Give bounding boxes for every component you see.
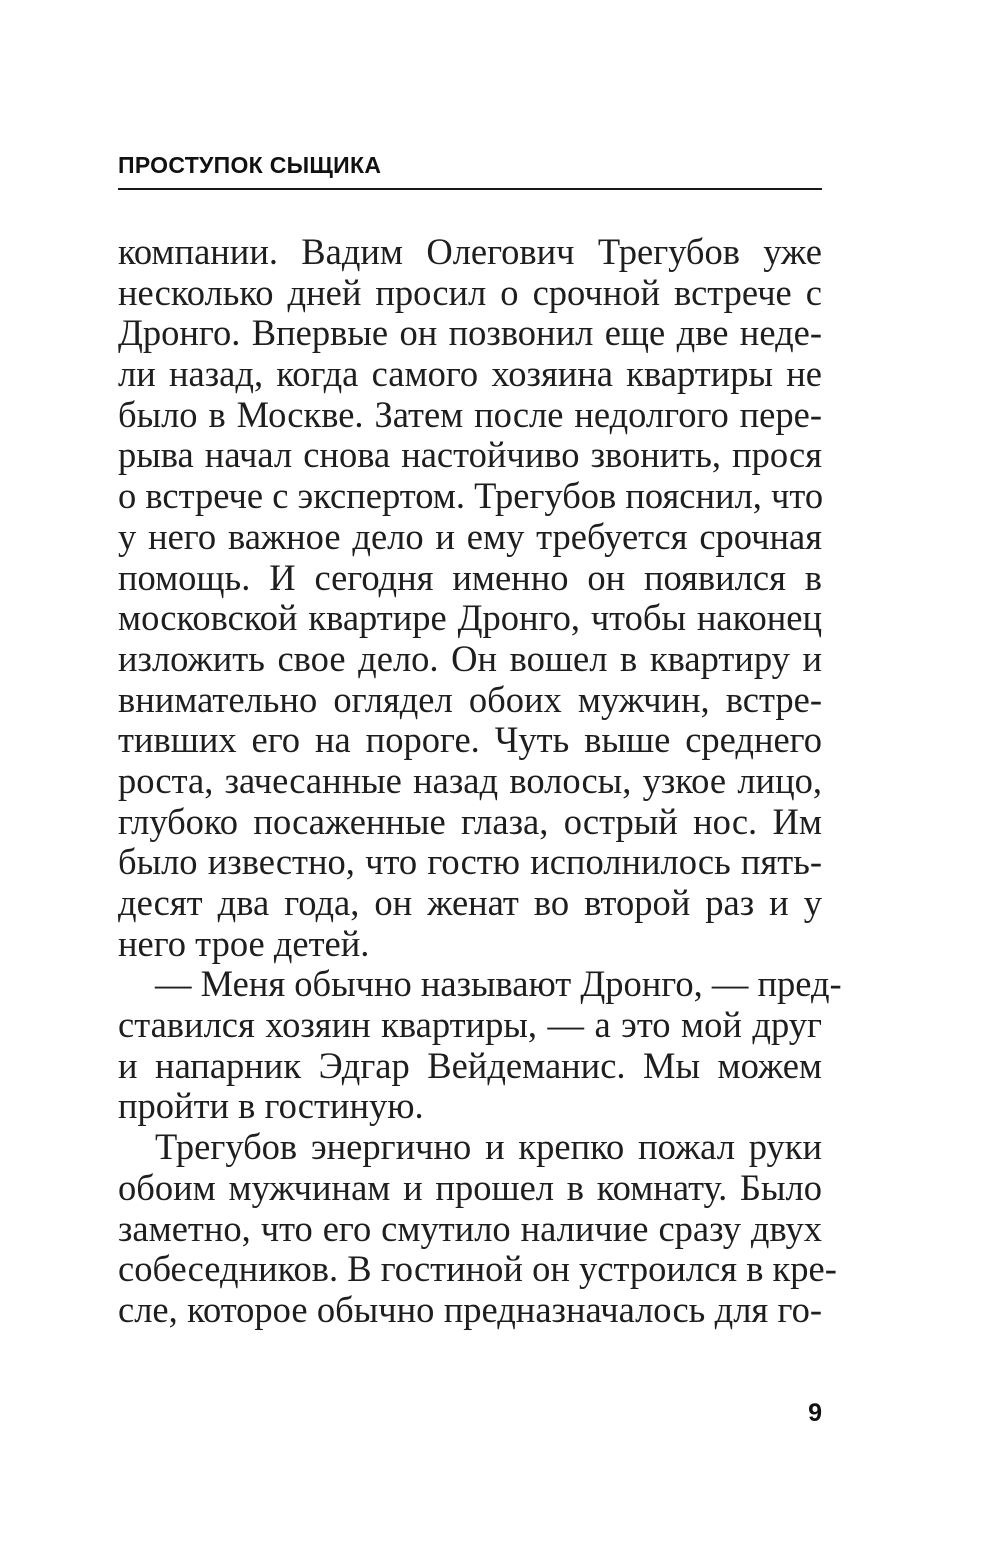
text-line: о встрече с экспертом. Трегубов пояснил, что	[118, 475, 824, 517]
text-line: пройти в гостиную.	[118, 1085, 424, 1127]
text-line: внимательно оглядел обоих мужчин, встре-	[118, 678, 822, 720]
text-line: было известно, что гостю исполнилось пять-	[118, 841, 822, 883]
text-line: сле, которое обычно предназначалось для го-	[118, 1288, 822, 1330]
text-line: него трое детей.	[118, 922, 370, 964]
text-line: компании. Вадим Олегович Трегубов уже	[118, 231, 822, 272]
text-line: Трегубов энергично и крепко пожал руки	[155, 1126, 822, 1168]
page-number: 9	[808, 1399, 822, 1427]
text-line: изложить свое дело. Он вошел в квартиру и	[118, 637, 822, 679]
text-line: рыва начал снова настойчиво звонить, прося	[118, 434, 822, 476]
body-text	[118, 231, 842, 1331]
text-line: роста, зачесанные назад волосы, узкое лицо,	[118, 759, 822, 801]
running-title: ПРОСТУПОК СЫЩИКА	[118, 152, 382, 178]
text-line: было в Москве. Затем после недолгого пере-	[118, 393, 822, 435]
text-line: собеседников. В гостиной он устроился в кре-	[118, 1248, 837, 1290]
text-line: обоим мужчинам и прошел в комнату. Было	[118, 1166, 822, 1208]
text-line: заметно, что его смутило наличие сразу двух	[118, 1207, 822, 1249]
text-line: — Меня обычно называют Дронго, — пред-	[155, 963, 842, 1005]
text-line: тивших его на пороге. Чуть выше среднего	[118, 719, 822, 761]
text-line: помощь. И сегодня именно он появился в	[118, 556, 822, 598]
text-line: глубоко посаженные глаза, острый нос. Им	[118, 800, 822, 842]
text-line: несколько дней просил о срочной встрече с	[118, 271, 822, 313]
text-line: московской квартире Дронго, чтобы наконец	[118, 597, 822, 639]
header-rule	[118, 188, 822, 190]
text-line: ли назад, когда самого хозяина квартиры не	[118, 353, 822, 395]
text-line: Дронго. Впервые он позвонил еще две неде-	[118, 312, 822, 354]
text-line: десят два года, он женат во второй раз и у	[118, 882, 822, 923]
text-line: и напарник Эдгар Вейдеманис. Мы можем	[118, 1044, 822, 1086]
text-line: у него важное дело и ему требуется срочная	[118, 515, 822, 557]
text-line: ставился хозяин квартиры, — а это мой друг	[118, 1004, 822, 1046]
